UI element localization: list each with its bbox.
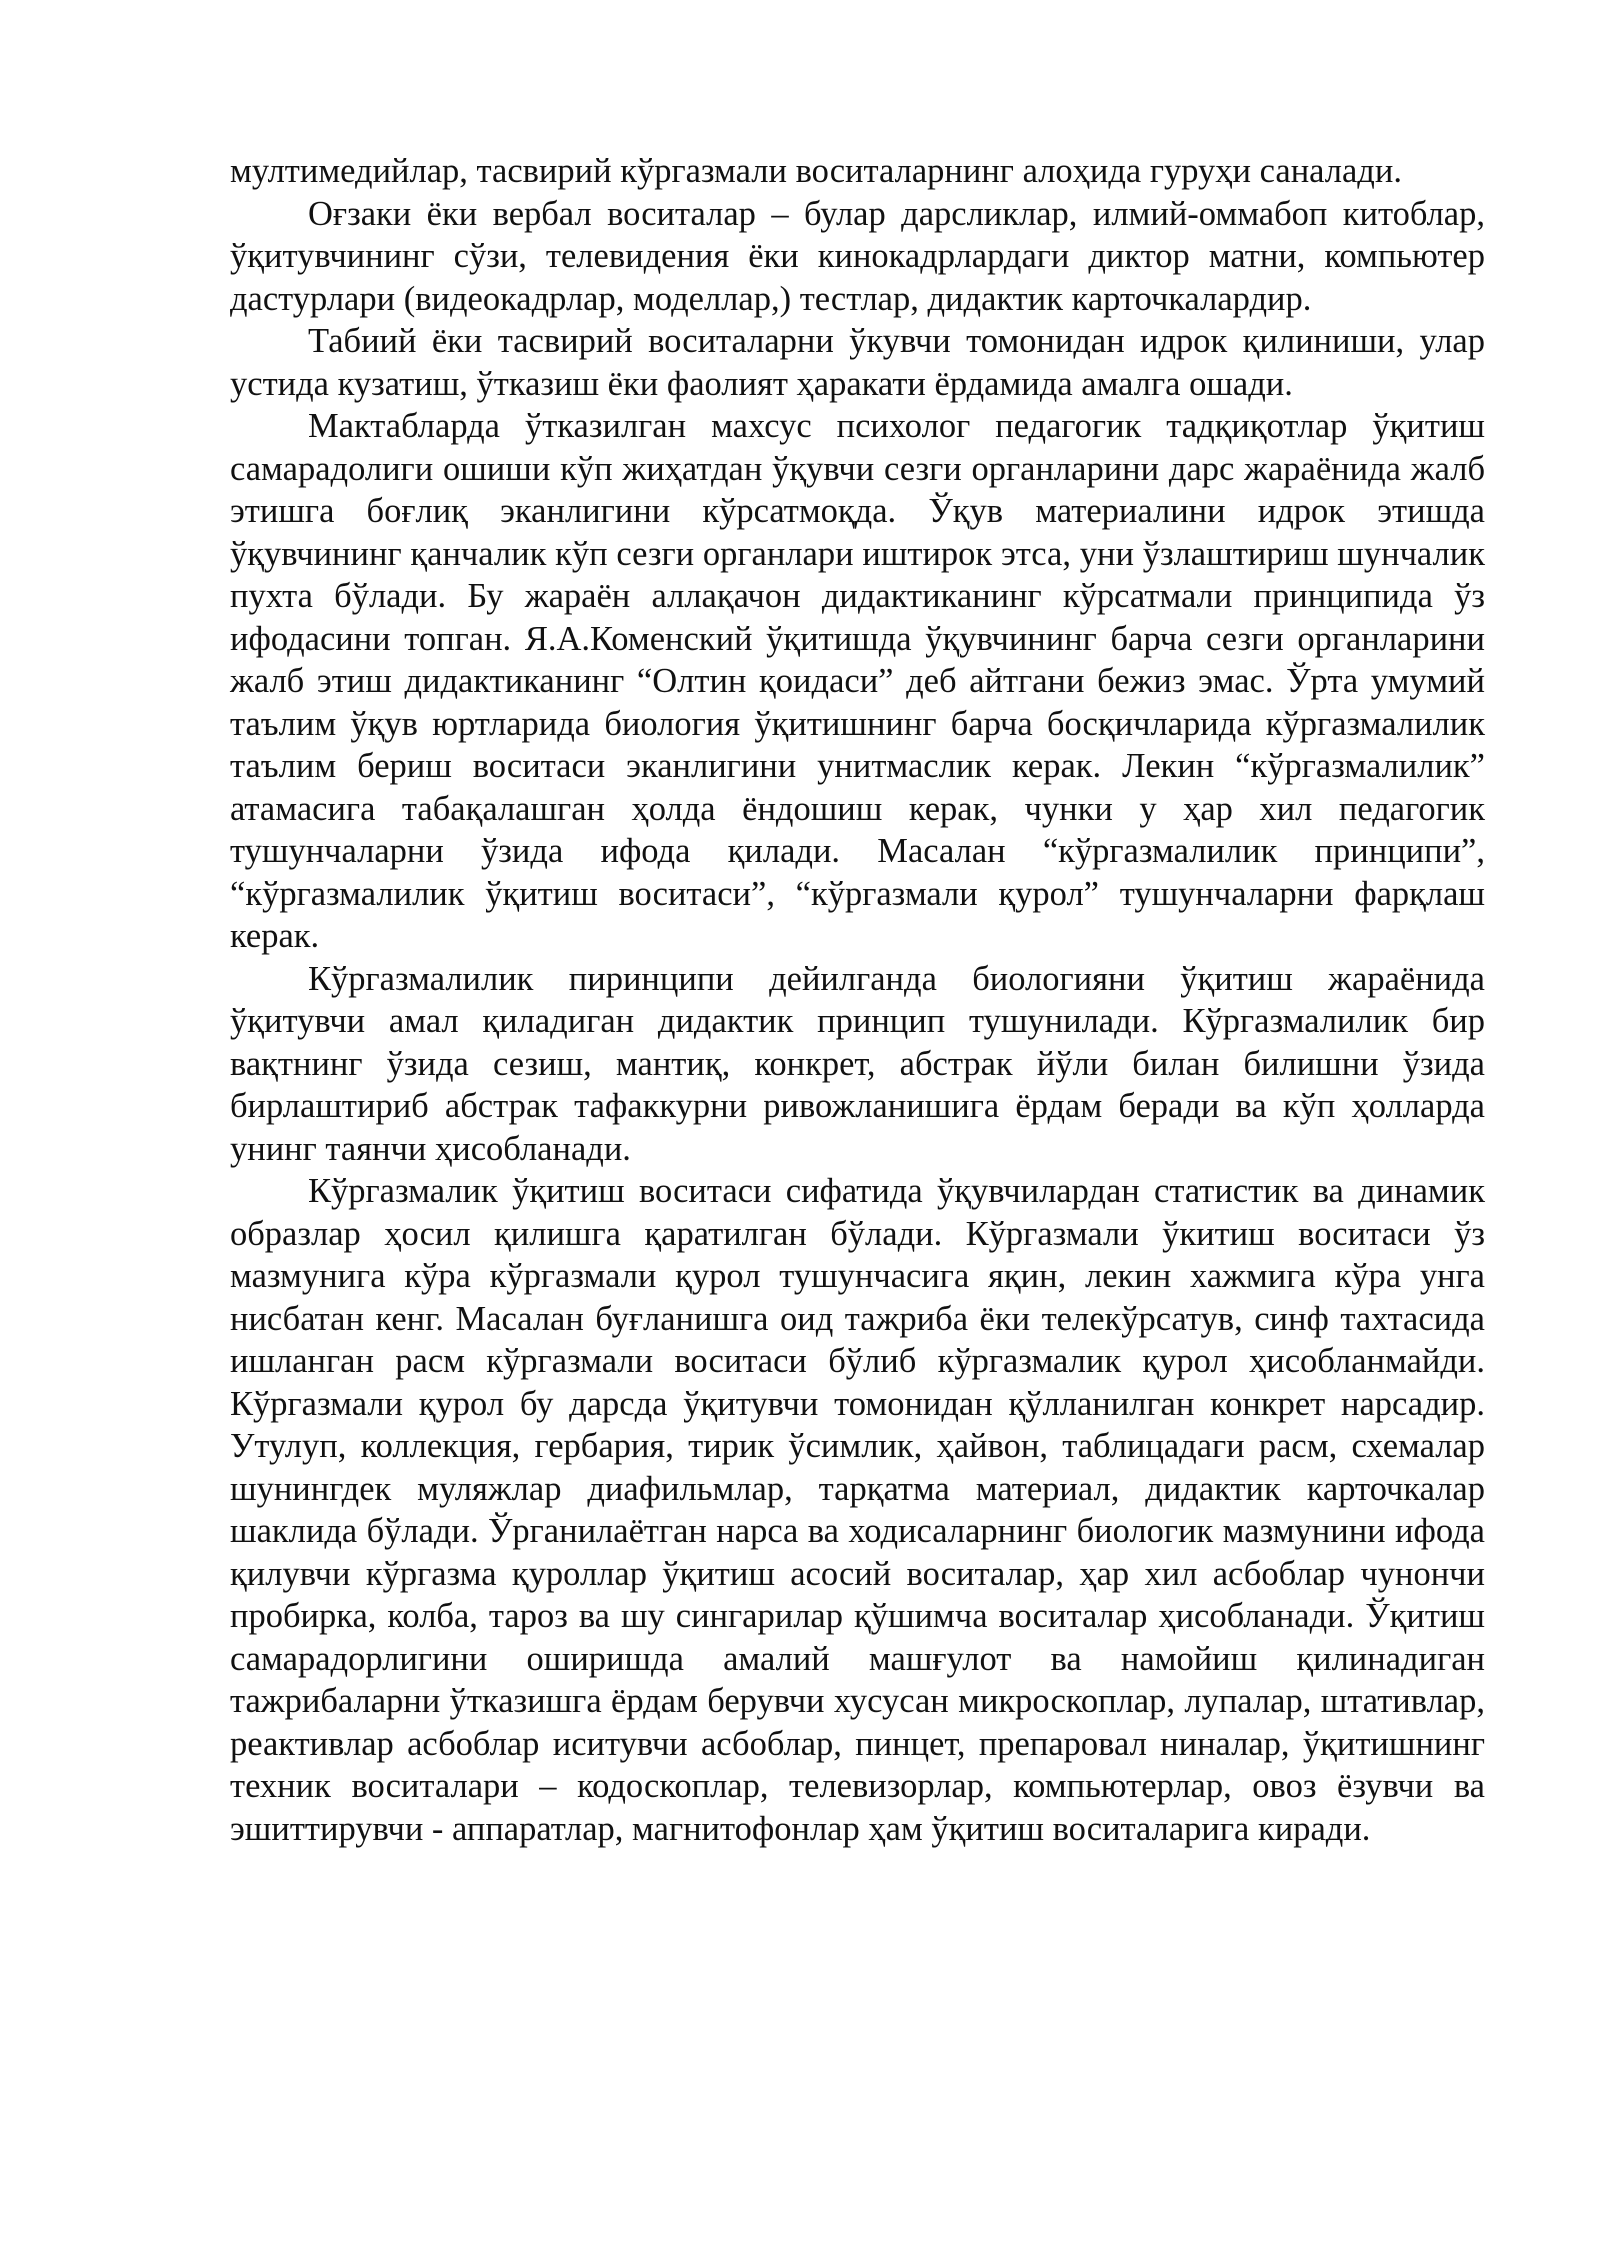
paragraph-3: Табиий ёки тасвирий воситаларни ўкувчи томонидан идрок қилиниши, улар устида кузатиш, ўтказиш ёки фаолият ҳаракати ёрдамида амалга ошади. <box>230 322 1485 403</box>
paragraph-5: Кўргазмалилик пиринципи дейилганда биологияни ўқитиш жараёнида ўқитувчи амал қиладиган дидактик принцип тушунилади. Кўргазмалилик бир вақтнинг ўзида сезиш, мантиқ, конкрет, абстрак йўли билан билишни ўзида бирлаштириб абстрак тафаккурни ривожланишига ёрдам беради ва кўп ҳолларда унинг таянчи ҳисобланади. <box>230 959 1485 1168</box>
paragraph-2: Оғзаки ёки вербал воситалар – булар дарсликлар, илмий-оммабоп китоблар, ўқитувчининг сўзи, телевидения ёки кинокадрлардаги диктор матни, компьютер дастурлари (видеокадрлар, моделлар,) тестлар, дидактик карточкалардир. <box>230 194 1485 318</box>
paragraph-6: Кўргазмалик ўқитиш воситаси сифатида ўқувчилардан статистик ва динамик образлар ҳосил қилишга қаратилган бўлади. Кўргазмали ўкитиш воситаси ўз мазмунига кўра кўргазмали қурол тушунчасига яқин, лекин хажмига кўра унга нисбатан кенг. Масалан буғланишга оид тажриба ёки телекўрсатув, синф тахтасида ишланган расм кўргазмали воситаси бўлиб кўргазмалик қурол ҳисобланмайди. Кўргазмали қурол бу дарсда ўқитувчи томонидан қўлланилган конкрет нарсадир. Утулуп, коллекция, гербария, тирик ўсимлик, ҳайвон, таблицадаги расм, схемалар шунингдек муляжлар диафильмлар, тарқатма материал, дидактик карточкалар шаклида бўлади. Ўрганилаётган нарса ва ходисаларнинг биологик мазмунини ифода қилувчи кўргазма қуроллар ўқитиш асосий воситалар, ҳар хил асбоблар чунончи пробирка, колба, тароз ва шу сингарилар қўшимча воситалар ҳисобланади. Ўқитиш самарадорлигини оширишда амалий машғулот ва намойиш қилинадиган тажрибаларни ўтказишга ёрдам берувчи хусусан микроскоплар, лупалар, штативлар, реактивлар асбоблар иситувчи асбоблар, пинцет, препаровал ниналар, ўқитишнинг техник воситалари – кодоскоплар, телевизорлар, компьютерлар, овоз ёзувчи ва эшиттирувчи - аппаратлар, магнитофонлар ҳам ўқитиш воситаларига киради. <box>230 1172 1485 1848</box>
paragraph-1: мултимедийлар, тасвирий кўргазмали воситаларнинг алоҳида гуруҳи саналади. <box>230 152 1402 190</box>
paragraph-4: Мактабларда ўтказилган махсус психолог педагогик тадқиқотлар ўқитиш самарадолиги ошиши кўп жиҳатдан ўқувчи сезги органларини дарс жараёнида жалб этишга боғлиқ эканлигини кўрсатмоқда. Ўқув материалини идрок этишда ўқувчининг қанчалик кўп сезги органлари иштирок этса, уни ўзлаштириш шунчалик пухта бўлади. Бу жараён аллақачон дидактиканинг кўрсатмали принципида ўз ифодасини топган. Я.А.Коменский ўқитишда ўқувчининг барча сезги органларини жалб этиш дидактиканинг “Олтин қоидаси” деб айтгани бежиз эмас. Ўрта умумий таълим ўқув юртларида биология ўқитишнинг барча босқичларида кўргазмалилик таълим бериш воситаси эканлигини унитмаслик керак. Лекин “кўргазмалилик” атамасига табақалашган ҳолда ёндошиш керак, чунки у ҳар хил педагогик тушунчаларни ўзида ифода қилади. Масалан “кўргазмалилик принципи”, “кўргазмалилик ўқитиш воситаси”, “кўргазмали қурол” тушунчаларни фарқлаш керак. <box>230 407 1485 955</box>
document-page <box>230 150 1485 1850</box>
